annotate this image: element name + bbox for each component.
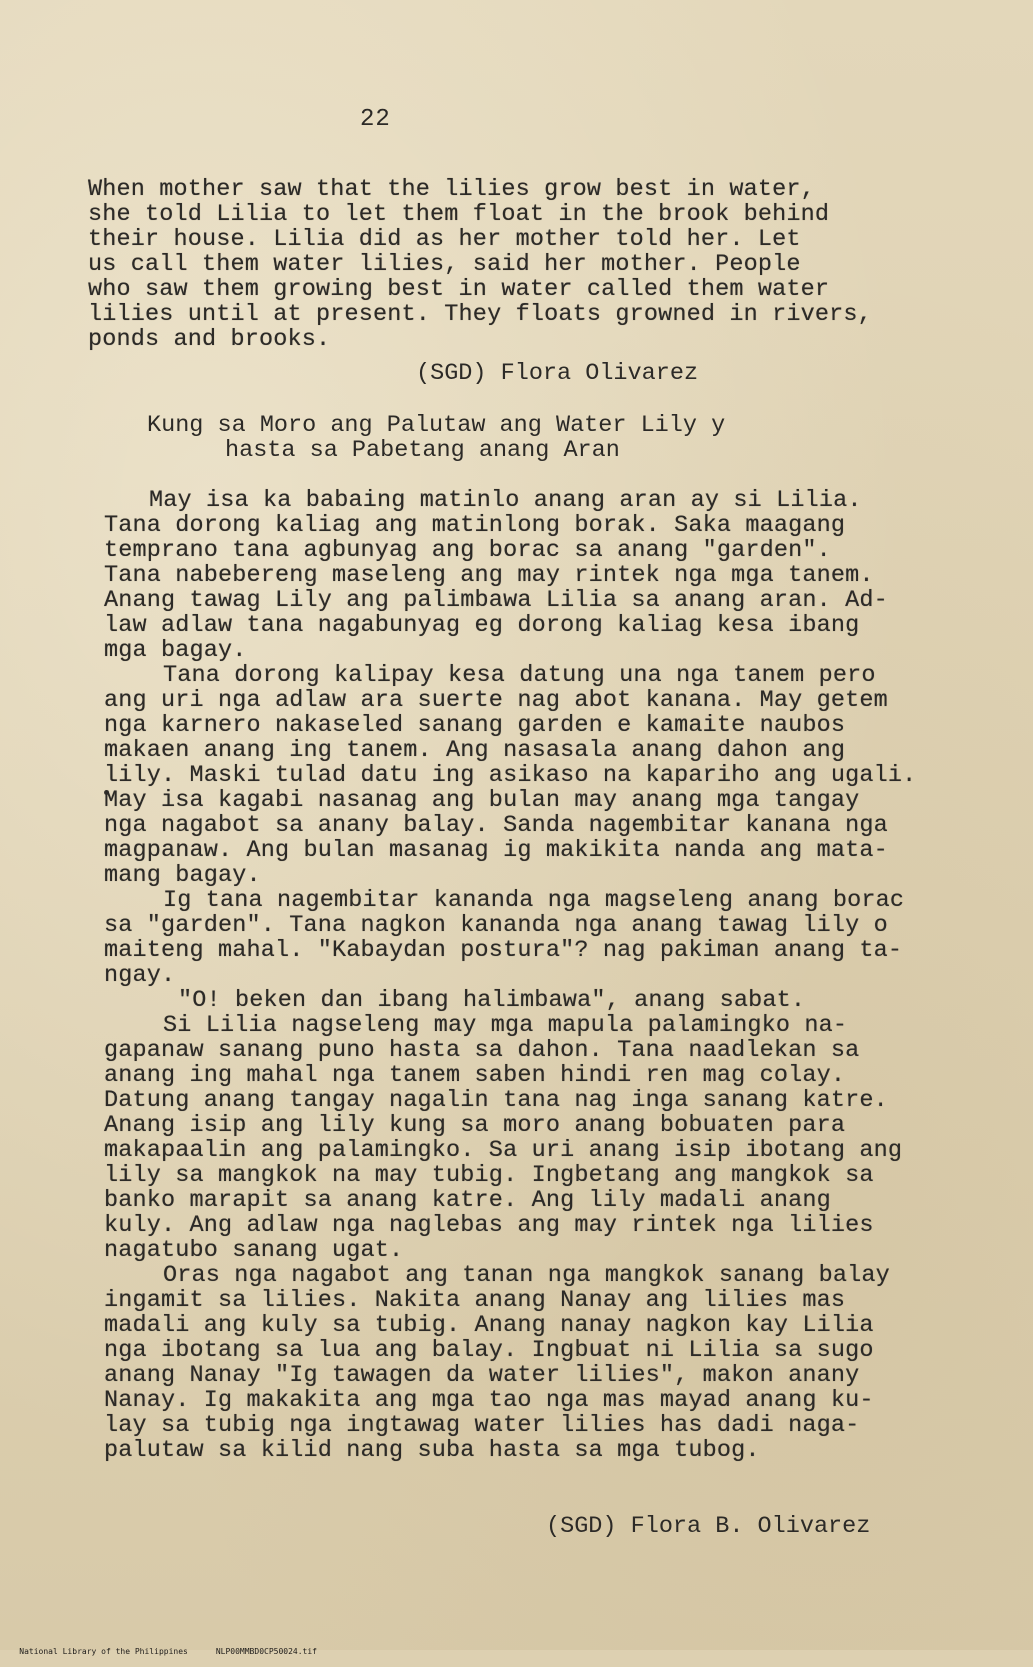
text-line: ang uri nga adlaw ara suerte nag abot kanana. May getem	[104, 687, 888, 714]
text-line: mga bagay.	[104, 637, 247, 664]
page-number: 22	[360, 106, 391, 133]
text-line: ingamit sa lilies. Nakita anang Nanay ang lilies mas	[104, 1287, 846, 1314]
footer-library: National Library of the Philippines	[19, 1647, 188, 1656]
text-line: Anang isip ang lily kung sa moro anang bobuaten para	[104, 1112, 846, 1139]
text-line: nga nagabot sa anany balay. Sanda nagembitar kanana nga	[104, 812, 888, 839]
text-line: nagatubo sanang ugat.	[104, 1237, 404, 1264]
text-line: mang bagay.	[104, 862, 261, 889]
text-line: nga ibotang sa lua ang balay. Ingbuat ni Lilia sa sugo	[104, 1337, 874, 1364]
text-line: Oras nga nagabot ang tanan nga mangkok sanang balay	[163, 1262, 890, 1289]
text-line: When mother saw that the lilies grow best in water,	[88, 176, 815, 203]
footer-file: NLP00MMBD0CP50024.tif	[215, 1647, 317, 1656]
signature-translation: (SGD) Flora B. Olivarez	[546, 1513, 871, 1540]
text-line: Ig tana nagembitar kananda nga magseleng anang borac	[163, 887, 905, 914]
text-line: madali ang kuly sa tubig. Anang nanay nagkon kay Lilia	[104, 1312, 874, 1339]
text-line: law adlaw tana nagabunyag eg dorong kaliag kesa ibang	[104, 612, 860, 639]
text-line: anang Nanay "Ig tawagen da water lilies", makon anany	[104, 1362, 860, 1389]
text-line: temprano tana agbunyag ang borac sa anang "garden".	[104, 537, 831, 564]
text-line: us call them water lilies, said her mother. People	[88, 251, 801, 278]
text-line: makapaalin ang palamingko. Sa uri anang isip ibotang ang	[104, 1137, 903, 1164]
translation-title-line-1: Kung sa Moro ang Palutaw ang Water Lily y	[147, 412, 726, 439]
translation-title-line-2: hasta sa Pabetang anang Aran	[225, 437, 620, 464]
text-line: May isa ka babaing matinlo anang aran ay si Lilia.	[149, 487, 862, 514]
text-line: Tana dorong kaliag ang matinlong borak. Saka maagang	[104, 512, 846, 539]
text-line: lay sa tubig nga ingtawag water lilies has dadi naga-	[104, 1412, 860, 1439]
text-line: "O! beken dan ibang halimbawa", anang sabat.	[178, 987, 806, 1014]
text-line: banko marapit sa anang katre. Ang lily madali anang	[104, 1187, 831, 1214]
text-line: maiteng mahal. "Kabaydan postura"? nag pakiman anang ta-	[104, 937, 903, 964]
text-line: sa "garden". Tana nagkon kananda nga anang tawag lily o	[104, 912, 888, 939]
text-line: Nanay. Ig makakita ang mga tao nga mas mayad anang ku-	[104, 1387, 874, 1414]
text-line: Tana nabebereng maseleng ang may rintek nga mga tanem.	[104, 562, 874, 589]
text-line: magpanaw. Ang bulan masanag ig makikita nanda ang mata-	[104, 837, 888, 864]
text-line: anang ing mahal nga tanem saben hindi ren mag colay.	[104, 1062, 846, 1089]
text-line: gapanaw sanang puno hasta sa dahon. Tana naadlekan sa	[104, 1037, 860, 1064]
text-line: ngay.	[104, 962, 176, 989]
text-line: kuly. Ang adlaw nga naglebas ang may rintek nga lilies	[104, 1212, 874, 1239]
text-line: ponds and brooks.	[88, 326, 331, 353]
text-line: their house. Lilia did as her mother told her. Let	[88, 226, 801, 253]
text-line: lily. Maski tulad datu ing asikaso na kapariho ang ugali.	[104, 762, 917, 789]
text-line: lilies until at present. They floats growned in rivers,	[88, 301, 872, 328]
signature-english: (SGD) Flora Olivarez	[416, 360, 699, 387]
text-line: Si Lilia nagseleng may mga mapula palamingko na-	[163, 1012, 848, 1039]
text-line: palutaw sa kilid nang suba hasta sa mga tubog.	[104, 1437, 760, 1464]
text-line: nga karnero nakaseled sanang garden e kamaite naubos	[104, 712, 846, 739]
text-line: Tana dorong kalipay kesa datung una nga tanem pero	[163, 662, 876, 689]
text-line: lily sa mangkok na may tubig. Ingbetang ang mangkok sa	[104, 1162, 874, 1189]
text-line: who saw them growing best in water called them water	[88, 276, 830, 303]
text-line: makaen anang ing tanem. Ang nasasala anang dahon ang	[104, 737, 846, 764]
text-line: Anang tawag Lily ang palimbawa Lilia sa anang aran. Ad-	[104, 587, 888, 614]
text-line: Datung anang tangay nagalin tana nag inga sanang katre.	[104, 1087, 888, 1114]
footer	[0, 1637, 317, 1667]
text-line: May isa kagabi nasanag ang bulan may anang mga tangay	[104, 787, 860, 814]
text-line: she told Lilia to let them float in the brook behind	[88, 201, 830, 228]
